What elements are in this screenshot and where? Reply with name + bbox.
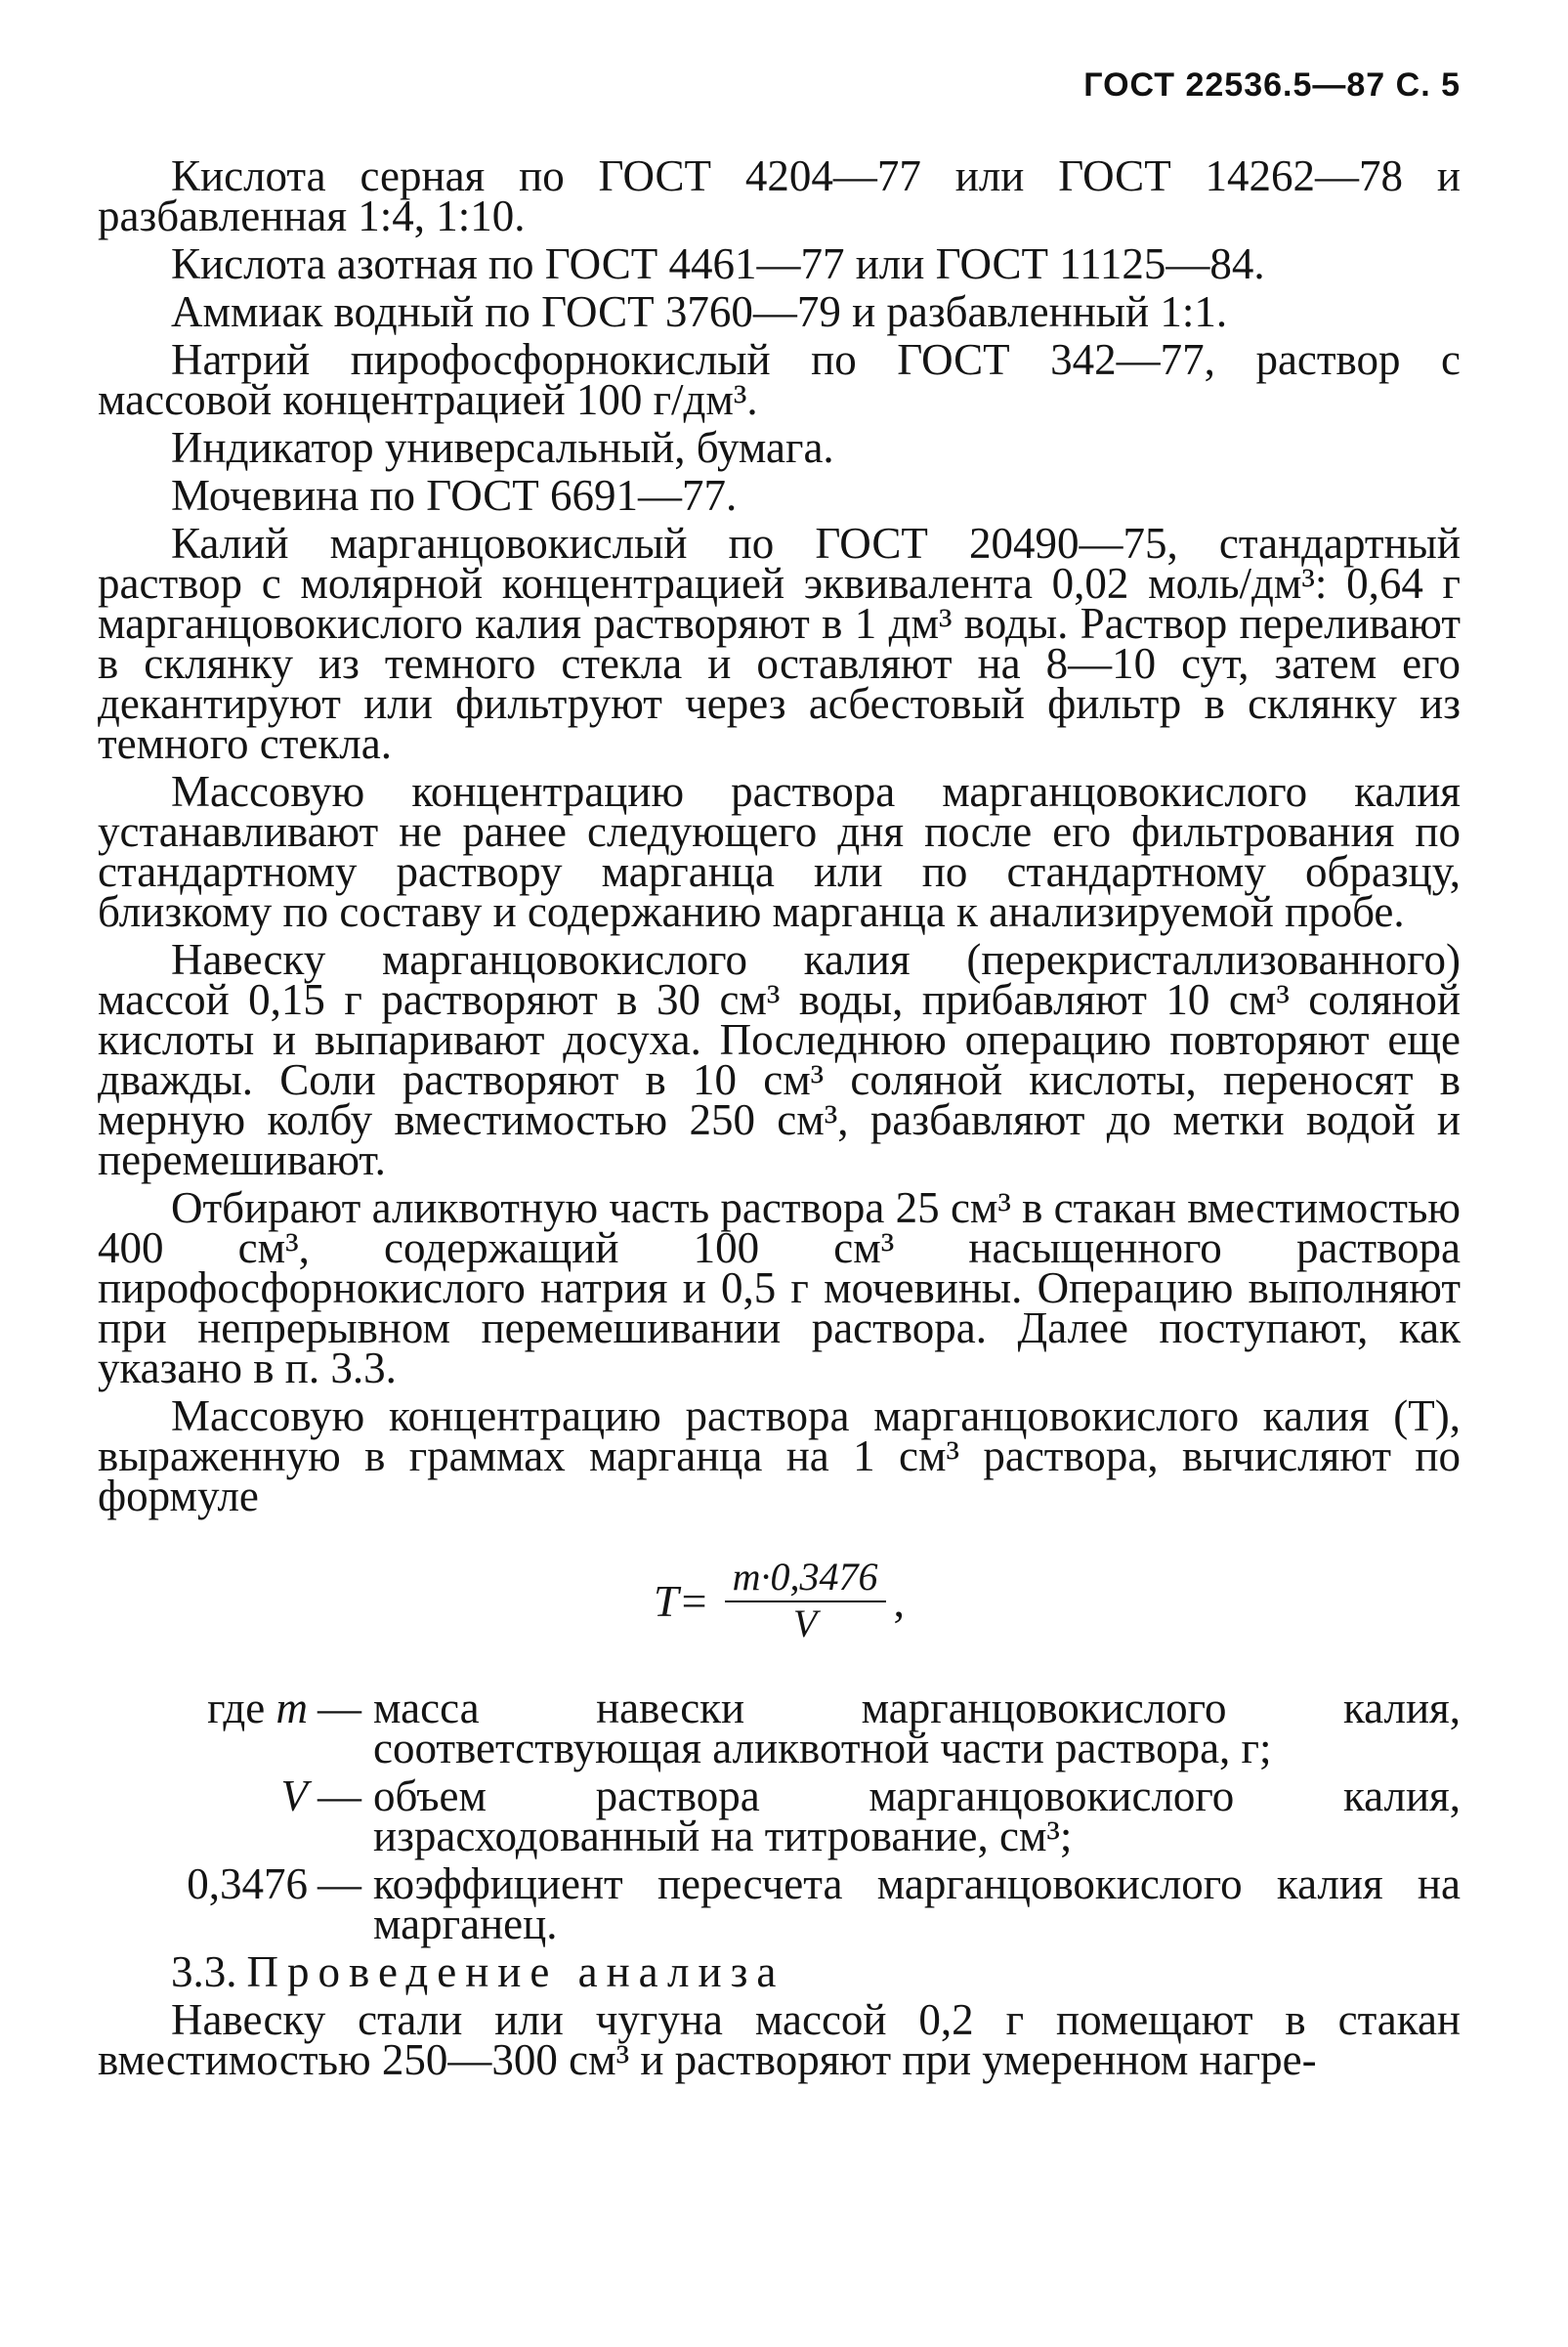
definition-dash: — (318, 1771, 361, 1820)
paragraph-weighed-portion: Навеску марганцовокислого калия (перекристаллизованного) массой 0,15 г растворяют в 30 см³ воды, прибавляют 10 см³ соляной кислоты и выпаривают досуха. Последнюю операцию повторяют еще дважды. Соли растворяют в 10 см³ соляной кислоты, переносят в мерную колбу вместимостью 250 см³, разбавляют до метки водой и перемешивают. (98, 935, 1461, 1184)
paragraph-nitric-acid: Кислота азотная по ГОСТ 4461—77 или ГОСТ 11125—84. (171, 239, 1265, 288)
definitions-list (98, 1684, 1461, 1952)
formula-fraction (725, 1556, 886, 1645)
section-heading (98, 1947, 1461, 1996)
definition-row (98, 1688, 1461, 1776)
running-header: ГОСТ 22536.5—87 С. 5 (1083, 66, 1461, 104)
definition-text: масса навески марганцовокислого калия, соответствующая аликвотной части раствора, г; (373, 1684, 1461, 1772)
formula-denominator: V (792, 1601, 818, 1645)
definition-text: объем раствора марганцовокислого калия, израсходованный на титрование, см³; (373, 1771, 1461, 1860)
definition-symbol: V (280, 1771, 308, 1820)
paragraph-aliquot: Отбирают аликвотную часть раствора 25 см³ в стакан вместимостью 400 см³, содержащий 100 см³ насыщенного раствора пирофосфорнокислого натрия и 0,5 г мочевины. Операцию выполняют при непрерывном перемешивании раствора. Далее поступают, как указано в п. 3.3. (98, 1183, 1461, 1392)
paragraph-mass-concentration-setup: Массовую концентрацию раствора марганцовокислого калия устанавливают не ранее следующего дня после его фильтрования по стандартному раствору марганца или по стандартному образцу, близкому по составу и содержанию марганца к анализируемой пробе. (98, 767, 1461, 936)
paragraph-analysis-start: Навеску стали или чугуна массой 0,2 г помещают в стакан вместимостью 250—300 см³ и растворяют при умеренном нагре- (98, 1995, 1461, 2084)
paragraph-sulfuric-acid: Кислота серная по ГОСТ 4204—77 или ГОСТ 14262—78 и разбавленная 1:4, 1:10. (98, 151, 1461, 240)
paragraph-formula-intro: Массовую концентрацию раствора марганцовокислого калия (T), выраженную в граммах марганца на 1 см³ раствора, вычисляют по формуле (98, 1391, 1461, 1520)
definition-text: коэффициент пересчета марганцовокислого калия на марганец. (373, 1859, 1461, 1948)
definition-row (98, 1864, 1461, 1952)
paragraph-ammonia: Аммиак водный по ГОСТ 3760—79 и разбавленный 1:1. (171, 287, 1228, 336)
formula-lhs: T= (653, 1575, 709, 1626)
formula-trailing: , (893, 1575, 905, 1626)
definition-symbol: где m (207, 1684, 308, 1732)
formula-numerator: m·0,3476 (725, 1556, 886, 1602)
definition-row (98, 1776, 1461, 1864)
definition-dash: — (318, 1684, 361, 1732)
body-text (98, 151, 1461, 2084)
definition-symbol: 0,3476 (187, 1859, 308, 1908)
section-title: Проведение анализа (246, 1947, 785, 1996)
paragraph-sodium-pyrophosphate: Натрий пирофосфорнокислый по ГОСТ 342—77, раствор с массовой концентрацией 100 г/дм³. (98, 335, 1461, 424)
formula (98, 1556, 1461, 1645)
paragraph-potassium-permanganate: Калий марганцовокислый по ГОСТ 20490—75, стандартный раствор с молярной концентрацией эквивалента 0,02 моль/дм³: 0,64 г марганцовокислого калия растворяют в 1 дм³ воды. Раствор переливают в склянку из темного стекла и оставляют на 8—10 сут, затем его декантируют или фильтруют через асбестовый фильтр в склянку из темного стекла. (98, 519, 1461, 768)
paragraph-indicator: Индикатор универсальный, бумага. (171, 423, 834, 472)
paragraph-urea: Мочевина по ГОСТ 6691—77. (171, 471, 738, 520)
section-number: 3.3. (171, 1947, 237, 1996)
definition-dash: — (318, 1859, 361, 1908)
